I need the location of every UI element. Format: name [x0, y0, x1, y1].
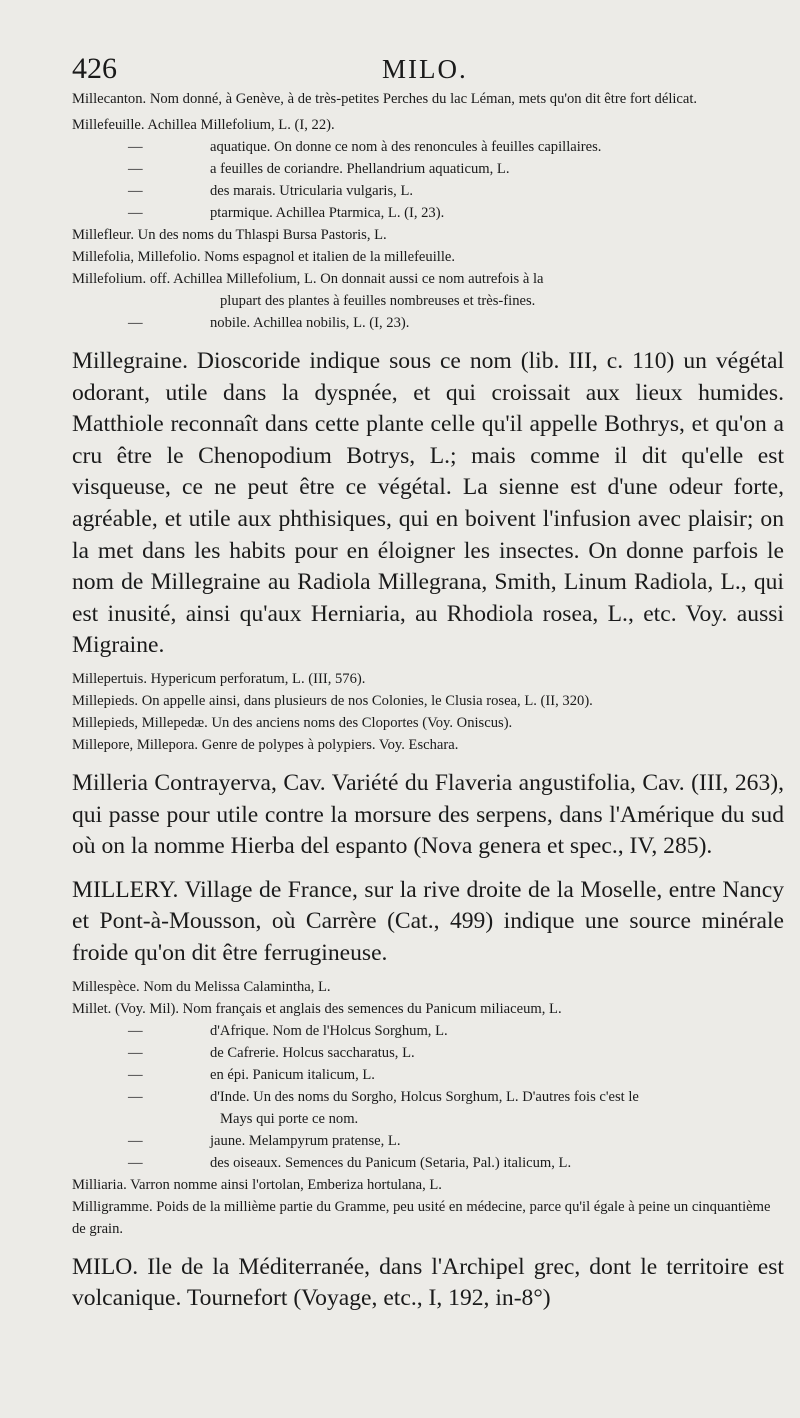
- subentry-text: nobile. Achillea nobilis, L. (I, 23).: [210, 315, 410, 331]
- subentry-cafrerie: [72, 1042, 784, 1064]
- entry-milleria: Milleria Contrayerva, Cav. Variété du Flaveria angustifolia, Cav. (III, 263), qui passe pour utile contre la morsure des serpens, dans l'Amérique du sud où on la nomme Hierba del espanto (Nova genera et spec., IV, 285).: [72, 769, 784, 860]
- entry-millery: MILLERY. Village de France, sur la rive droite de la Moselle, entre Nancy et Pont-à-Mousson, où Carrère (Cat., 499) indique une source minérale froide qu'on dit être ferrugineuse.: [72, 876, 784, 966]
- entry-millet: Millet. (Voy. Mil). Nom français et anglais des semences du Panicum miliaceum, L.: [72, 1000, 562, 1017]
- subentry-marais: [72, 180, 784, 202]
- dash: —: [128, 315, 143, 331]
- text-column: [72, 88, 784, 1315]
- running-head: MILO.: [382, 54, 468, 84]
- entry-millepertuis: Millepertuis. Hypericum perforatum, L. (III, 576).: [72, 670, 366, 687]
- subentry-coriandre: [72, 158, 784, 180]
- subentry-text: des oiseaux. Semences du Panicum (Setaria, Pal.) italicum, L.: [210, 1154, 572, 1171]
- subentry-nobile: [72, 312, 784, 334]
- subentry-afrique: [72, 1020, 784, 1042]
- entry-millepore: Millepore, Millepora. Genre de polypes à polypiers. Voy. Eschara.: [72, 736, 459, 753]
- subentry-text: aquatique. On donne ce nom à des renoncules à feuilles capillaires.: [210, 139, 602, 155]
- entry-millecanton: Millecanton. Nom donné, à Genève, à de très-petites Perches du lac Léman, mets qu'on dit être fort délicat.: [72, 91, 698, 107]
- dash: —: [128, 1022, 143, 1039]
- entry-millefleur: Millefleur. Un des noms du Thlaspi Bursa Pastoris, L.: [72, 227, 387, 243]
- entry-millefeuille: Millefeuille. Achillea Millefolium, L. (I, 22).: [72, 117, 335, 133]
- subentry-text: a feuilles de coriandre. Phellandrium aquaticum, L.: [210, 161, 510, 177]
- subentry-text: ptarmique. Achillea Ptarmica, L. (I, 23).: [210, 205, 445, 221]
- entry-millepieds-colonies: Millepieds. On appelle ainsi, dans plusieurs de nos Colonies, le Clusia rosea, L. (II, 320).: [72, 692, 593, 709]
- subentry-jaune: [72, 1130, 784, 1152]
- entry-milo: MILO. Ile de la Méditerranée, dans l'Archipel grec, dont le territoire est volcanique. Tournefort (Voyage, etc., I, 192, in-8°): [72, 1253, 784, 1312]
- dash: —: [128, 183, 143, 199]
- subentry-text: d'Afrique. Nom de l'Holcus Sorghum, L.: [210, 1022, 448, 1039]
- entry-milliaria: Milliaria. Varron nomme ainsi l'ortolan, Emberiza hortulana, L.: [72, 1176, 442, 1193]
- subentry-aquatique: [72, 136, 784, 158]
- dash: —: [128, 1154, 143, 1171]
- entry-milligramme: Milligramme. Poids de la millième partie du Gramme, peu usité en médecine, parce qu'il égale à peine un cinquantième de grain.: [72, 1198, 771, 1237]
- page-number: 426: [72, 52, 117, 85]
- subentry-inde-continued: Mays qui porte ce nom.: [220, 1110, 359, 1127]
- entry-millegraine: Millegraine. Dioscoride indique sous ce nom (lib. III, c. 110) un végétal odorant, utile dans la dyspnée, et qui croissait aux lieux humides. Matthiole reconnaît dans cette plante celle qu'il appelle Bothrys, et qu'on a cru être le Chenopodium Botrys, L.; mais comme il dit qu'elle est visqueuse, ce ne peut être ce végétal. La sienne est d'une odeur forte, agréable, et utile aux phthisiques, qui en boivent l'infusion avec plaisir; on la met dans les habits pour en éloigner les insectes. On donne parfois le nom de Millegraine au Radiola Millegrana, Smith, Linum Radiola, L., qui est inusité, ainsi qu'aux Herniaria, au Rhodiola rosea, L., etc. Voy. aussi Migraine.: [72, 348, 784, 659]
- dash: —: [128, 1132, 143, 1149]
- entry-millefolium-continued: plupart des plantes à feuilles nombreuses et très-fines.: [220, 293, 536, 309]
- subentry-oiseaux: [72, 1152, 784, 1174]
- subentry-text: d'Inde. Un des noms du Sorgho, Holcus Sorghum, L. D'autres fois c'est le: [210, 1088, 639, 1105]
- subentry-text: de Cafrerie. Holcus saccharatus, L.: [210, 1044, 415, 1061]
- subentry-inde: [72, 1086, 784, 1108]
- dash: —: [128, 139, 143, 155]
- entry-millepieds-cloportes: Millepieds, Millepedæ. Un des anciens noms des Cloportes (Voy. Oniscus).: [72, 714, 513, 731]
- subentry-text: en épi. Panicum italicum, L.: [210, 1066, 375, 1083]
- dash: —: [128, 1044, 143, 1061]
- subentry-text: des marais. Utricularia vulgaris, L.: [210, 183, 414, 199]
- subentry-text: jaune. Melampyrum pratense, L.: [210, 1132, 401, 1149]
- dash: —: [128, 161, 143, 177]
- dash: —: [128, 1088, 143, 1105]
- entry-millespece: Millespèce. Nom du Melissa Calamintha, L.: [72, 978, 331, 995]
- dash: —: [128, 205, 143, 221]
- subentry-en-epi: [72, 1064, 784, 1086]
- subentry-ptarmique: [72, 202, 784, 224]
- dash: —: [128, 1066, 143, 1083]
- page-header: [72, 52, 760, 92]
- entry-millefolia: Millefolia, Millefolio. Noms espagnol et italien de la millefeuille.: [72, 249, 455, 265]
- entry-millefolium: Millefolium. off. Achillea Millefolium, L. On donnait aussi ce nom autrefois à la: [72, 271, 544, 287]
